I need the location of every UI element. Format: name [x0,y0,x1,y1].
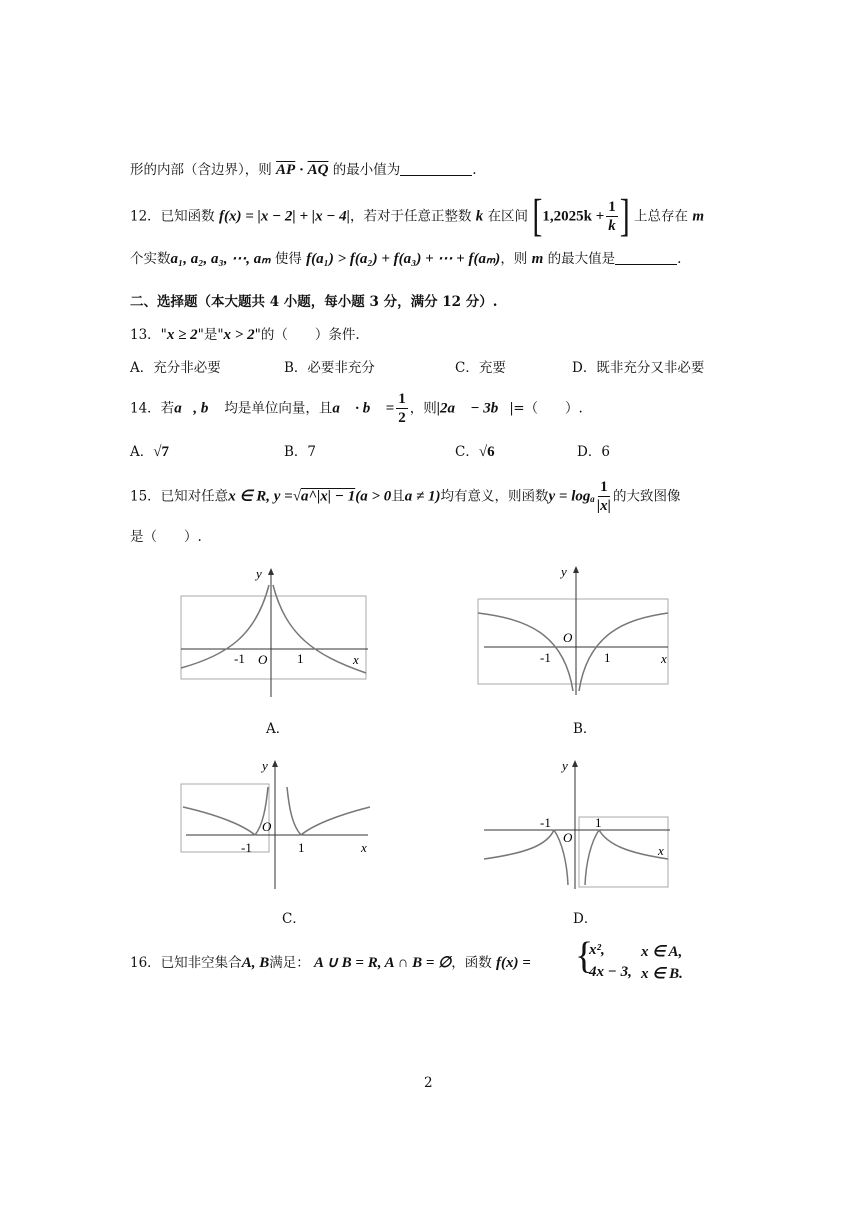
graph-d-pos1-label: 1 [595,815,602,830]
graph-b-pos1-label: 1 [604,650,611,665]
q14-option-a[interactable]: A．√7 [130,444,169,460]
q14-option-c[interactable]: C．√6 [455,444,495,460]
graph-a-x-label: x [353,652,359,667]
q13-option-d[interactable]: D．既非充分又非必要 [572,360,705,376]
q16-stem: 16．已知非空集合A, B满足： A ∪ B = R, A ∩ B = ∅，函数 f(x) = [130,955,531,971]
q13-option-a[interactable]: A．充分非必要 [130,360,221,376]
q12-line2: 个实数a₁, a₂, a₃, ⋯, aₘ 使得 f(a₁) > f(a₂) + f(a₃) + ⋯ + f(aₘ)，则 m 的最大值是 . [130,251,682,267]
graph-c-y-label: y [262,758,268,773]
graph-a-neg1-label: -1 [234,651,245,666]
graph-a-label: A． [266,721,290,737]
page-number: 2 [424,1075,433,1091]
q14-option-b[interactable]: B．7 [284,444,317,460]
q12-line1: 12．已知函数 f(x) = |x − 2| + |x − 4|，若对于任意正整数 k 在区间 [1,2025k + $\frac{1}{k}$ ] 上总存在 m [130,191,705,241]
graph-c-x-label: x [361,840,367,855]
q14-stem: 14．若a⃗, b⃗ 均是单位向量，且a⃗ · b⃗ = $\frac{1}{2}$ ，则|2a⃗ − 3b⃗|=（ ）. [130,391,583,426]
q11-tail: 形的内部（含边界），则 $\overline{AP} \cdot \overline{AQ}$ 的最小值为 . [130,162,477,178]
graph-c-neg1-label: -1 [241,840,252,855]
graph-d-origin-label: O [563,830,573,845]
graph-b[interactable] [476,563,676,698]
graph-a-origin-label: O [258,652,268,667]
answer-blank-11[interactable] [400,161,472,176]
graph-a-pos1-label: 1 [297,651,304,666]
graph-d-x-label: x [658,843,664,858]
section-2-header: 二、选择题（本大题共 4 小题，每小题 3 分，满分 12 分）. [130,294,498,310]
graph-c-origin-label: O [262,819,272,834]
graph-c[interactable] [178,757,378,892]
graph-d-label: D． [573,911,598,927]
q15-stem: 15．已知对任意x ∈ R, y =√a^|x| − 1(a > 0且a ≠ 1)均有意义，则函数y = logₐ $\frac{1}{|x|}$ 的大致图像 [130,479,681,514]
graph-c-label: C． [282,911,306,927]
q13-option-c[interactable]: C．充要 [455,360,506,376]
answer-blank-12[interactable] [615,250,677,265]
graph-b-x-label: x [661,651,667,666]
graph-b-neg1-label: -1 [540,650,551,665]
graph-d-neg1-label: -1 [540,815,551,830]
q13-option-b[interactable]: B．必要非充分 [284,360,375,376]
graph-a-y-label: y [256,566,262,581]
graph-d-y-label: y [562,758,568,773]
graph-c-pos1-label: 1 [298,840,305,855]
graph-b-y-label: y [561,564,567,579]
vector-ap: $\overline{AP}$ [276,162,296,178]
graph-b-label: B． [573,721,597,737]
q13-stem: 13．"x ≥ 2"是"x > 2"的（ ）条件. [130,327,360,343]
q15-stem-line2: 是（ ）. [130,529,202,545]
vector-aq: $\overline{AQ}$ [307,162,329,178]
graph-d[interactable] [482,757,682,892]
graph-a[interactable] [178,565,378,700]
q14-option-d[interactable]: D．6 [577,444,610,460]
graph-b-origin-label: O [563,630,573,645]
